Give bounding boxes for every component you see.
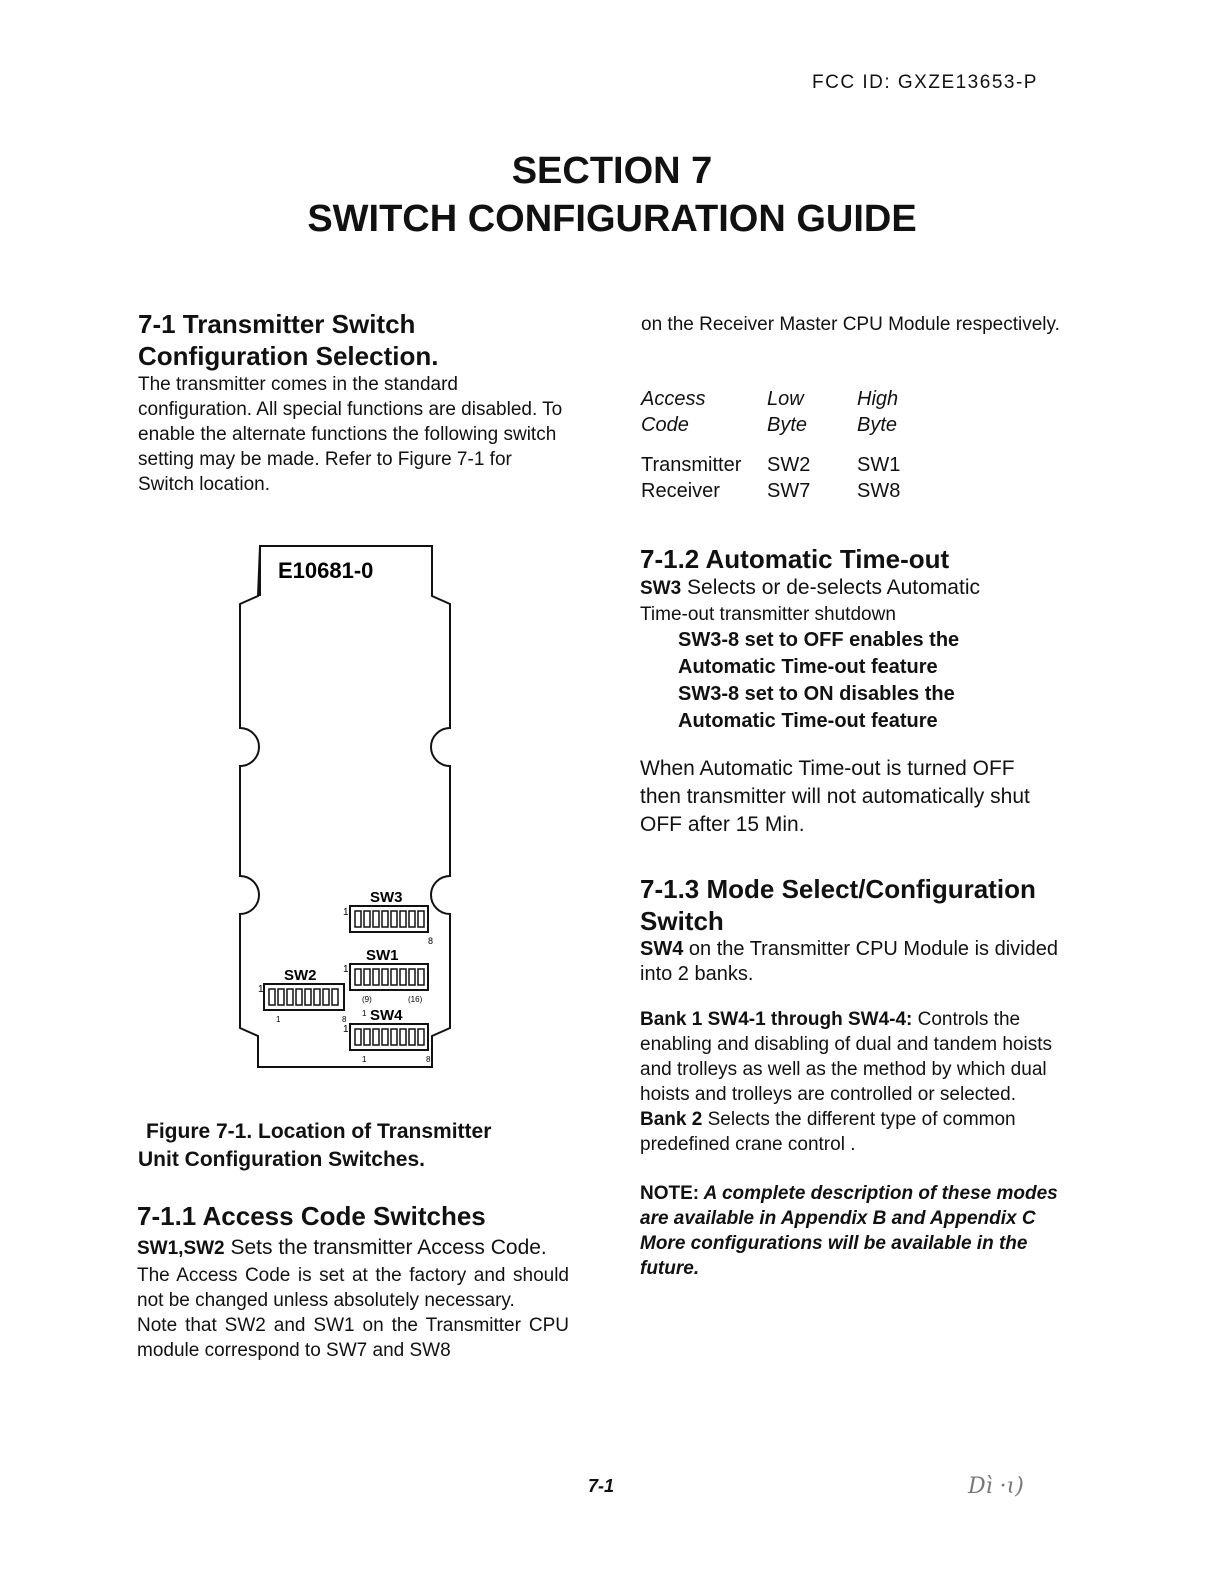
board-label: E10681-0	[278, 558, 374, 583]
lead-sw4: SW4	[640, 938, 684, 960]
sw1-label: SW1	[366, 947, 399, 964]
sw1-pin1: 1	[343, 964, 349, 975]
bank1-text: Controls the enabling and disabling of dual and tandem hoists and trolleys as well as the method by which dual hoists and trolleys are controlled or selected.	[640, 1009, 1052, 1105]
fcc-id: FCC ID: GXZE13653-P	[812, 72, 1038, 93]
table-header-row	[641, 386, 900, 412]
table-header-row	[641, 412, 900, 438]
note-para	[640, 1181, 1066, 1231]
heading-7-1-1: 7-1.1 Access Code Switches	[137, 1201, 486, 1231]
sw4-pin1-top: 1	[362, 1009, 367, 1018]
table-cell: Transmitter	[641, 454, 742, 476]
sw3-pin8: 8	[428, 936, 434, 946]
lead-text: on the Transmitter CPU Module is divided into 2 banks.	[640, 938, 1058, 985]
section-7-1-2	[640, 543, 1080, 839]
table-row	[641, 452, 900, 478]
bank2-text: Selects the different type of common predefined crane control .	[640, 1109, 1016, 1155]
note-text: A complete description of these modes are available in Appendix B and Appendix C	[640, 1183, 1058, 1229]
sw4-pin8-bottom: 8	[426, 1055, 431, 1064]
section-7-1-1	[137, 1200, 569, 1363]
table-cell: Receiver	[641, 480, 720, 502]
sw3-dip-switch	[350, 906, 428, 932]
sw2-label: SW2	[284, 967, 317, 984]
mark-9: (9)	[362, 995, 372, 1004]
note-future: More configurations will be available in the future.	[640, 1233, 1028, 1279]
heading-7-1-line1: 7-1 Transmitter Switch	[138, 309, 416, 339]
lead-sw3: SW3	[640, 578, 682, 599]
sw4-pin1-bottom: 1	[362, 1055, 367, 1064]
table-header-cell: Code	[641, 414, 689, 436]
section-7-1-1-p1: The Access Code is set at the factory and should not be changed unless absolutely necessary.	[137, 1265, 569, 1311]
heading-7-1-line2: Configuration Selection.	[138, 341, 439, 371]
bank2-para	[640, 1107, 1060, 1157]
section-7-1-1-lead	[137, 1234, 569, 1263]
figure-caption-line2: Unit Configuration Switches.	[138, 1148, 425, 1171]
figure-caption	[138, 1118, 578, 1174]
sw3-pin1: 1	[343, 907, 349, 918]
lead-text: Selects or de-selects Automatic	[681, 576, 980, 599]
mark-16: (16)	[408, 995, 423, 1004]
heading-7-1-3-line2: Switch	[640, 906, 724, 936]
sw4-dip-switch	[350, 1024, 428, 1050]
table-cell: SW7	[767, 480, 811, 502]
sw2-pin1-bottom: 1	[276, 1015, 281, 1024]
page-number: 7-1	[588, 1476, 615, 1496]
access-code-table	[641, 386, 900, 504]
heading-7-1-2: 7-1.2 Automatic Time-out	[640, 544, 950, 574]
figure-caption-line1: Figure 7-1. Location of Transmitter	[146, 1120, 492, 1143]
heading-7-1-3-line1: 7-1.3 Mode Select/Configuration	[640, 874, 1036, 904]
note-label: NOTE:	[640, 1183, 700, 1204]
section-7-1-1-p2: Note that SW2 and SW1 on the Transmitter CPU module correspond to SW7 and SW8	[137, 1315, 569, 1361]
table-header-cell: High	[857, 388, 899, 410]
sw1-dip-switch	[350, 964, 428, 990]
sw2-pin8-bottom: 8	[342, 1015, 347, 1024]
bank1-label: Bank 1 SW4-1 through SW4-4:	[640, 1009, 913, 1030]
bank1-para	[640, 1007, 1060, 1107]
table-cell: SW1	[857, 454, 901, 476]
section-7-1-3-lead	[640, 937, 1060, 987]
lead-text: Sets the transmitter Access Code.	[224, 1236, 547, 1259]
sw4-pin1: 1	[343, 1024, 349, 1035]
section-7-1-2-line2: Time-out transmitter shutdown	[640, 604, 896, 625]
section-7-1-2-lead	[640, 575, 1080, 602]
table-cell: SW8	[857, 480, 901, 502]
sw2-pin1: 1	[258, 984, 264, 995]
figure-7-1	[230, 540, 460, 1070]
table-cell: SW2	[767, 454, 811, 476]
table-header-cell: Access	[641, 388, 706, 410]
lead-sw1-sw2: SW1,SW2	[137, 1238, 225, 1259]
sw3-label: SW3	[370, 889, 403, 906]
handwritten-mark: Dì ·ɩ)	[968, 1474, 1024, 1499]
bank2-label: Bank 2	[640, 1109, 703, 1130]
sw3-on-line2: Automatic Time-out feature	[678, 710, 938, 732]
transmitter-board-drawing	[230, 540, 460, 1070]
sw3-on-line1: SW3-8 set to ON disables the	[678, 683, 955, 705]
sw3-off-line1: SW3-8 set to OFF enables the	[678, 629, 960, 651]
table-row	[641, 478, 900, 504]
table-header-cell: Byte	[767, 414, 808, 436]
section-subtitle: SWITCH CONFIGURATION GUIDE	[307, 198, 917, 240]
section-7-1	[138, 308, 578, 497]
table-header-cell: Byte	[857, 414, 898, 436]
sw3-off-line2: Automatic Time-out feature	[678, 656, 938, 678]
section-7-1-1-cont: on the Receiver Master CPU Module respectively.	[641, 314, 1060, 335]
sw4-label: SW4	[370, 1007, 403, 1024]
table-header-cell: Low	[767, 388, 804, 410]
section-7-1-2-para: When Automatic Time-out is turned OFF then transmitter will not automatically shut OFF after 15 Min.	[640, 757, 1030, 836]
section-title: SECTION 7	[511, 150, 713, 192]
section-7-1-body: The transmitter comes in the standard configuration. All special functions are disabled. To enable the alternate functions the following switch setting may be made. Refer to Figure 7-1 for Switch location.	[138, 374, 563, 495]
section-7-1-3	[640, 873, 1080, 1281]
sw2-dip-switch	[264, 984, 344, 1010]
